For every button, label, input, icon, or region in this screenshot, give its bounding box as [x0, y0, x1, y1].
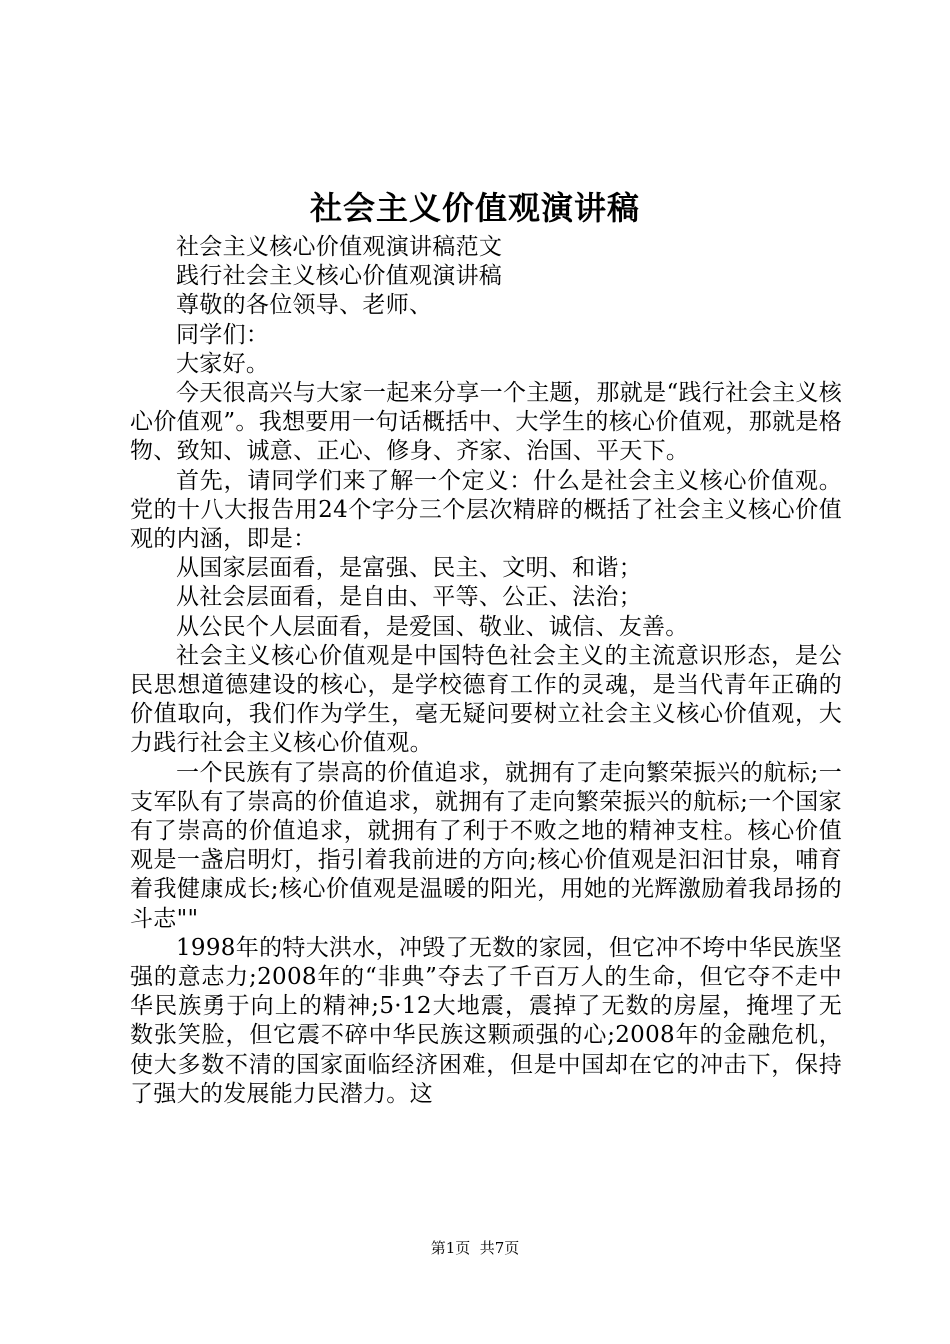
paragraph: 社会主义核心价值观演讲稿范文	[176, 234, 503, 260]
paragraph: 1998年的特大洪水，冲毁了无数的家园，但它冲不垮中华民族坚强的意志力;2008年的“非典”夺去了千百万人的生命，但它夺不走中华民族勇于向上的精神;5·12大地震，震掉了无数的房屋，掩埋了无数张笑脸，但它震不碎中华民族这颗顽强的心;2008年的金融危机，使大多数不清的国家面临经济困难，但是中国却在它的冲击下，保持了强大的发展能力民潜力。这	[130, 934, 842, 1107]
paragraph: 今天很高兴与大家一起来分享一个主题，那就是“践行社会主义核心价值观”。我想要用一句话概括中、大学生的核心价值观，那就是格物、致知、诚意、正心、修身、齐家、治国、平天下。	[130, 380, 842, 465]
paragraph: 一个民族有了崇高的价值追求，就拥有了走向繁荣振兴的航标;一支军队有了崇高的价值追求，就拥有了走向繁荣振兴的航标;一个国家有了崇高的价值追求，就拥有了利于不败之地的精神支柱。核心价值观是一盏启明灯，指引着我前进的方向;核心价值观是汩汩甘泉，哺育着我健康成长;核心价值观是温暖的阳光，用她的光辉激励着我昂扬的斗志""	[130, 759, 842, 932]
page-footer	[0, 1238, 950, 1258]
paragraph: 尊敬的各位领导、老师、	[176, 292, 433, 319]
paragraph: 社会主义核心价值观是中国特色社会主义的主流意识形态，是公民思想道德建设的核心，是学校德育工作的灵魂，是当代青年正确的价值取向，我们作为学生，毫无疑问要树立社会主义核心价值观，大力践行社会主义核心价值观。	[130, 642, 842, 757]
paragraph: 践行社会主义核心价值观演讲稿	[176, 263, 503, 290]
paragraph: 从国家层面看，是富强、民主、文明、和谐；	[176, 555, 642, 582]
page-number-label: 第1页 共7页	[430, 1239, 520, 1257]
paragraph: 大家好。	[176, 350, 270, 377]
paragraph: 从公民个人层面看，是爱国、敬业、诚信、友善。	[176, 613, 689, 640]
paragraph: 从社会层面看，是自由、平等、公正、法治；	[176, 584, 642, 611]
document-title: 社会主义价值观演讲稿	[309, 189, 640, 227]
paragraph: 同学们：	[176, 321, 270, 348]
paragraph: 首先，请同学们来了解一个定义：什么是社会主义核心价值观。党的十八大报告用24个字分三个层次精辟的概括了社会主义核心价值观的内涵，即是：	[130, 467, 842, 553]
document-body	[130, 233, 842, 1109]
